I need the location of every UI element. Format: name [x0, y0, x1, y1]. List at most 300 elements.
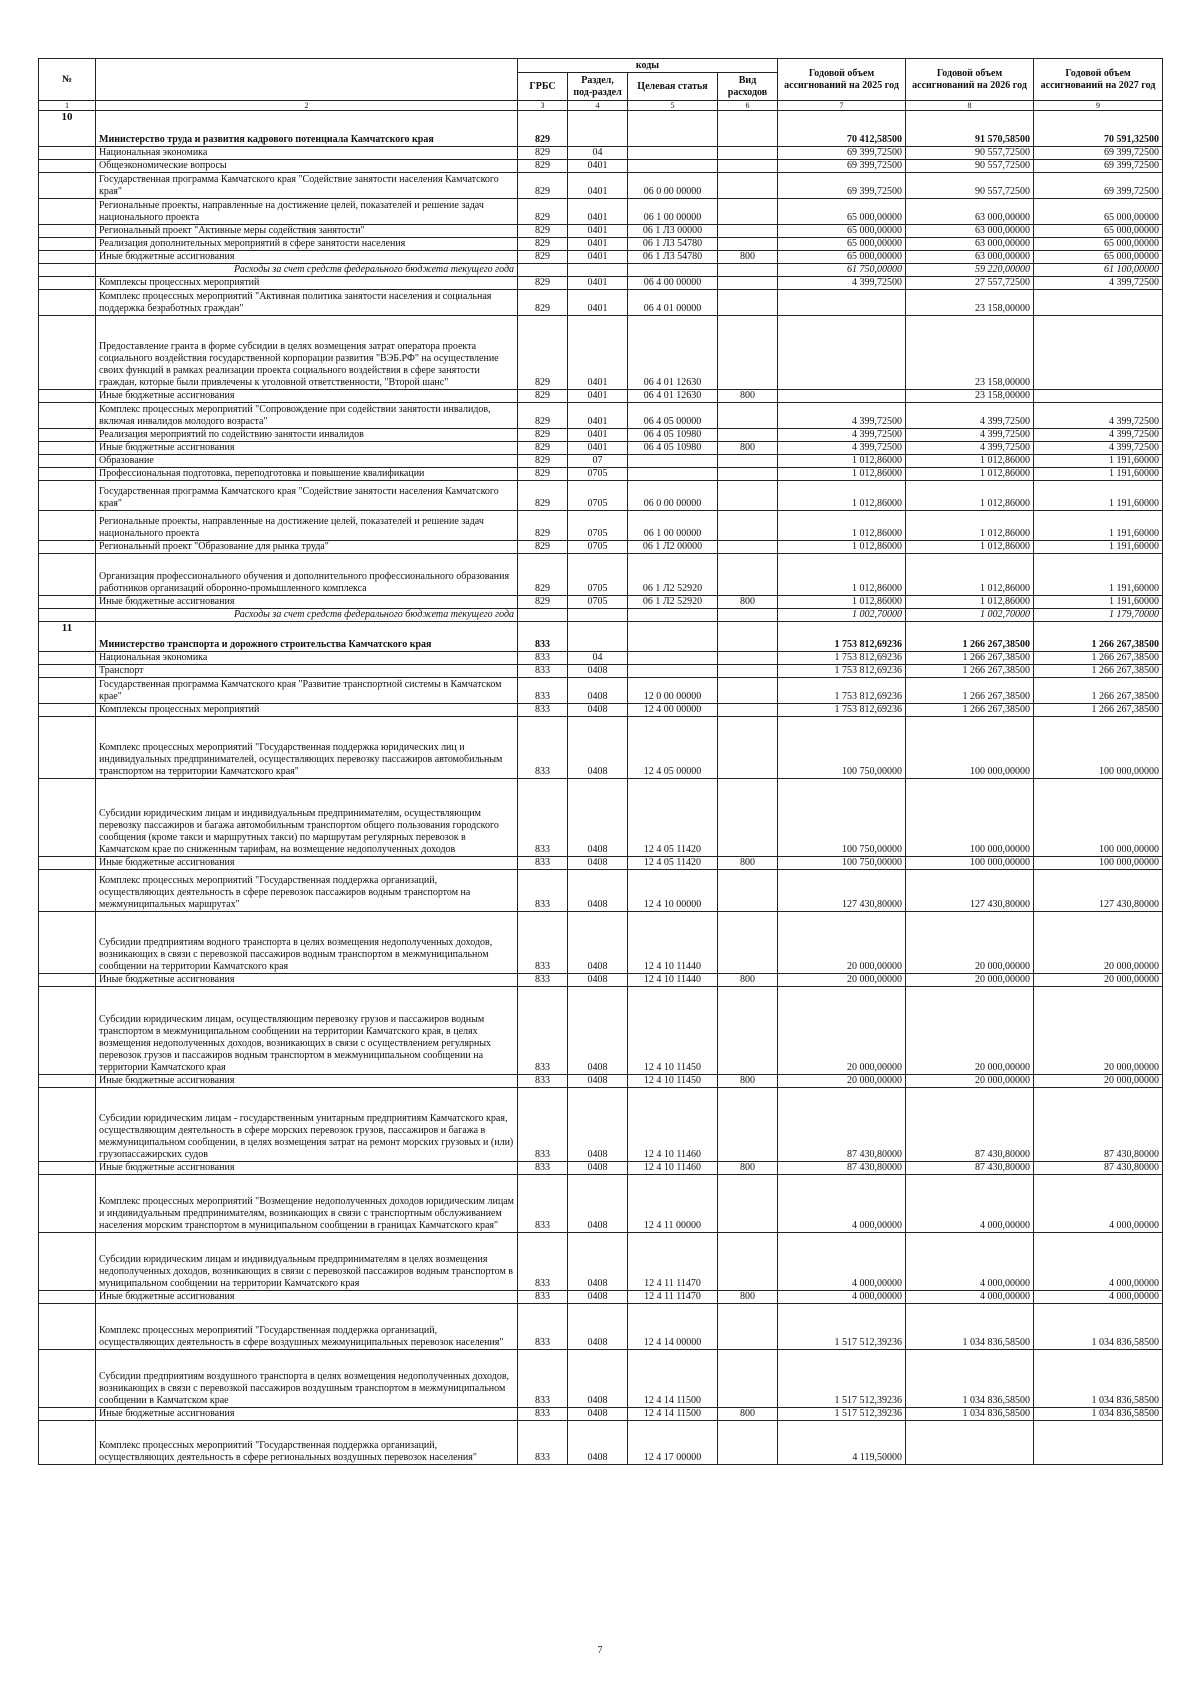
row-2025: 100 750,00000 — [778, 717, 906, 779]
row-name: Комплексы процессных мероприятий — [96, 277, 518, 290]
row-target — [628, 160, 718, 173]
row-section: 04 — [568, 147, 628, 160]
table-row — [39, 442, 1163, 455]
row-grbs: 833 — [518, 857, 568, 870]
row-section: 0408 — [568, 987, 628, 1075]
row-grbs: 829 — [518, 429, 568, 442]
row-target: 12 4 00 00000 — [628, 704, 718, 717]
row-2025: 1 753 812,69236 — [778, 652, 906, 665]
row-grbs: 829 — [518, 455, 568, 468]
row-grbs: 833 — [518, 1175, 568, 1233]
row-2026: 63 000,00000 — [906, 238, 1034, 251]
row-number — [39, 442, 96, 455]
row-2026: 63 000,00000 — [906, 199, 1034, 225]
row-vid — [718, 717, 778, 779]
row-grbs: 833 — [518, 1421, 568, 1465]
row-name: Региональные проекты, направленные на достижение целей, показателей и решение задач национального проекта — [96, 511, 518, 541]
row-vid — [718, 1233, 778, 1291]
row-section: 0408 — [568, 1162, 628, 1175]
row-grbs: 829 — [518, 238, 568, 251]
row-number — [39, 704, 96, 717]
row-2027: 1 191,60000 — [1034, 541, 1163, 554]
row-2027: 20 000,00000 — [1034, 1075, 1163, 1088]
row-2027: 69 399,72500 — [1034, 147, 1163, 160]
table-row — [39, 622, 1163, 652]
row-2025 — [778, 390, 906, 403]
row-name: Иные бюджетные ассигнования — [96, 442, 518, 455]
row-section: 0401 — [568, 316, 628, 390]
row-section: 0408 — [568, 1233, 628, 1291]
row-name: Комплексы процессных мероприятий — [96, 704, 518, 717]
row-2027: 4 000,00000 — [1034, 1233, 1163, 1291]
table-row — [39, 857, 1163, 870]
row-grbs: 833 — [518, 665, 568, 678]
row-number — [39, 160, 96, 173]
row-name: Субсидии юридическим лицам, осуществляющим перевозку грузов и пассажиров водным транспортом в межмуниципальном сообщении на территории Камчатского края, в целях возмещения недополученных доходов, возникающих в связи с осуществлением регулярных перевозок грузов и пассажиров водным транспортом в межмуниципальном сообщении на территории Камчатского края — [96, 987, 518, 1075]
row-2027: 70 591,32500 — [1034, 111, 1163, 147]
row-2026: 1 012,86000 — [906, 511, 1034, 541]
row-section: 0401 — [568, 199, 628, 225]
row-section: 0401 — [568, 251, 628, 264]
table-row — [39, 652, 1163, 665]
row-number — [39, 779, 96, 857]
table-row — [39, 1233, 1163, 1291]
row-2027: 1 034 836,58500 — [1034, 1350, 1163, 1408]
row-vid: 800 — [718, 596, 778, 609]
row-name: Субсидии юридическим лицам - государственным унитарным предприятиям Камчатского края, осуществляющим деятельность в сфере морских перевозок грузов, пассажиров и багажа в межмуниципальном сообщении, в целях возмещения затрат на ремонт морских грузовых и (или) грузопассажирских судов — [96, 1088, 518, 1162]
row-target — [628, 111, 718, 147]
row-name: Государственная программа Камчатского края "Содействие занятости населения Камчатского края" — [96, 173, 518, 199]
row-2027: 65 000,00000 — [1034, 225, 1163, 238]
row-number — [39, 1175, 96, 1233]
row-grbs: 829 — [518, 554, 568, 596]
row-grbs: 833 — [518, 779, 568, 857]
row-number — [39, 290, 96, 316]
row-number — [39, 429, 96, 442]
row-2025: 20 000,00000 — [778, 974, 906, 987]
row-name: Комплекс процессных мероприятий "Активная политика занятости населения и социальная поддержка безработных граждан" — [96, 290, 518, 316]
row-target: 06 1 Л3 54780 — [628, 238, 718, 251]
row-vid — [718, 403, 778, 429]
row-2025: 70 412,58500 — [778, 111, 906, 147]
table-row — [39, 403, 1163, 429]
budget-table — [38, 58, 1163, 1465]
row-section: 0401 — [568, 403, 628, 429]
row-target: 06 0 00 00000 — [628, 481, 718, 511]
row-2027: 87 430,80000 — [1034, 1088, 1163, 1162]
row-name: Предоставление гранта в форме субсидии в целях возмещения затрат оператора проекта социального воздействия государственной корпорации развития "ВЭБ.РФ" на осуществление своих функций в рамках реализации проекта социального воздействия в сфере занятости граждан, которые были привлечены к уголовной ответственности, "Второй шанс" — [96, 316, 518, 390]
row-section: 0408 — [568, 857, 628, 870]
row-vid — [718, 290, 778, 316]
col-vid-header: Вид расходов — [718, 73, 778, 101]
table-row — [39, 251, 1163, 264]
row-2025 — [778, 290, 906, 316]
row-name: Национальная экономика — [96, 652, 518, 665]
row-vid — [718, 678, 778, 704]
row-2025: 69 399,72500 — [778, 160, 906, 173]
row-grbs: 829 — [518, 251, 568, 264]
row-section: 0408 — [568, 1075, 628, 1088]
row-section: 0408 — [568, 1175, 628, 1233]
row-2027: 1 266 267,38500 — [1034, 665, 1163, 678]
row-section: 04 — [568, 652, 628, 665]
row-number — [39, 1075, 96, 1088]
row-section: 0401 — [568, 225, 628, 238]
row-vid — [718, 511, 778, 541]
row-target: 12 4 10 11450 — [628, 1075, 718, 1088]
row-2026: 127 430,80000 — [906, 870, 1034, 912]
row-target: 06 1 Л2 52920 — [628, 554, 718, 596]
table-row — [39, 1088, 1163, 1162]
row-vid — [718, 316, 778, 390]
row-target — [628, 147, 718, 160]
row-2025: 4 000,00000 — [778, 1291, 906, 1304]
row-2026: 100 000,00000 — [906, 779, 1034, 857]
row-section: 0408 — [568, 1421, 628, 1465]
row-grbs: 829 — [518, 199, 568, 225]
table-row — [39, 1075, 1163, 1088]
row-grbs: 829 — [518, 541, 568, 554]
row-grbs: 829 — [518, 468, 568, 481]
table-row — [39, 277, 1163, 290]
row-name: Субсидии предприятиям воздушного транспорта в целях возмещения недополученных доходов, возникающих в связи с перевозкой пассажиров воздушным транспортом в межмуниципальном сообщении в Камчатском крае — [96, 1350, 518, 1408]
row-2026: 23 158,00000 — [906, 390, 1034, 403]
row-name: Министерство труда и развития кадрового потенциала Камчатского края — [96, 111, 518, 147]
row-number — [39, 199, 96, 225]
row-name: Комплекс процессных мероприятий "Возмещение недополученных доходов юридическим лицам и индивидуальным предпринимателям, возникающих в связи с транспортным обслуживанием населения морским транспортом в муниципальном сообщении в границах Камчатского края" — [96, 1175, 518, 1233]
row-name: Комплекс процессных мероприятий "Государственная поддержка организаций, осуществляющих деятельность в сфере воздушных межмуниципальных перевозок населения" — [96, 1304, 518, 1350]
row-target — [628, 264, 718, 277]
row-number — [39, 277, 96, 290]
row-section: 0408 — [568, 665, 628, 678]
row-2025: 1 517 512,39236 — [778, 1350, 906, 1408]
row-number — [39, 390, 96, 403]
row-name: Иные бюджетные ассигнования — [96, 390, 518, 403]
row-grbs: 833 — [518, 652, 568, 665]
row-vid: 800 — [718, 390, 778, 403]
row-name: Реализация мероприятий по содействию занятости инвалидов — [96, 429, 518, 442]
row-vid — [718, 468, 778, 481]
row-grbs: 833 — [518, 1162, 568, 1175]
row-2027: 1 034 836,58500 — [1034, 1408, 1163, 1421]
table-row — [39, 238, 1163, 251]
row-number — [39, 717, 96, 779]
row-grbs: 833 — [518, 1233, 568, 1291]
row-grbs: 833 — [518, 1350, 568, 1408]
row-2027: 1 191,60000 — [1034, 468, 1163, 481]
row-vid — [718, 429, 778, 442]
row-2027: 65 000,00000 — [1034, 251, 1163, 264]
row-number — [39, 857, 96, 870]
row-2025: 4 000,00000 — [778, 1175, 906, 1233]
row-target — [628, 455, 718, 468]
row-target: 12 4 14 11500 — [628, 1350, 718, 1408]
row-name: Государственная программа Камчатского края "Содействие занятости населения Камчатского края" — [96, 481, 518, 511]
row-2027: 4 399,72500 — [1034, 429, 1163, 442]
row-2025: 100 750,00000 — [778, 857, 906, 870]
row-target: 12 4 05 00000 — [628, 717, 718, 779]
row-grbs: 829 — [518, 442, 568, 455]
row-number — [39, 225, 96, 238]
row-2025: 1 012,86000 — [778, 481, 906, 511]
row-target: 06 0 00 00000 — [628, 173, 718, 199]
row-target: 06 4 01 12630 — [628, 390, 718, 403]
row-2025: 1 012,86000 — [778, 554, 906, 596]
row-name: Региональные проекты, направленные на достижение целей, показателей и решение задач национального проекта — [96, 199, 518, 225]
row-vid — [718, 665, 778, 678]
row-grbs: 833 — [518, 912, 568, 974]
row-2025: 1 012,86000 — [778, 468, 906, 481]
row-section: 0408 — [568, 912, 628, 974]
row-number — [39, 1162, 96, 1175]
row-2025: 1 012,86000 — [778, 596, 906, 609]
row-section: 0401 — [568, 160, 628, 173]
row-2025: 1 002,70000 — [778, 609, 906, 622]
table-row — [39, 390, 1163, 403]
table-row — [39, 1421, 1163, 1465]
row-target: 12 4 17 00000 — [628, 1421, 718, 1465]
row-number — [39, 147, 96, 160]
row-name: Региональный проект "Образование для рынка труда" — [96, 541, 518, 554]
row-2025: 69 399,72500 — [778, 147, 906, 160]
row-vid: 800 — [718, 1291, 778, 1304]
row-target — [628, 622, 718, 652]
row-grbs: 833 — [518, 1088, 568, 1162]
row-section: 0401 — [568, 290, 628, 316]
table-row — [39, 111, 1163, 147]
row-target: 12 4 14 11500 — [628, 1408, 718, 1421]
row-vid — [718, 1088, 778, 1162]
row-2027: 127 430,80000 — [1034, 870, 1163, 912]
colnum: 6 — [718, 101, 778, 111]
row-grbs: 833 — [518, 1075, 568, 1088]
row-2026: 4 000,00000 — [906, 1291, 1034, 1304]
table-row — [39, 468, 1163, 481]
row-grbs: 829 — [518, 596, 568, 609]
row-2025: 4 399,72500 — [778, 429, 906, 442]
row-2026: 91 570,58500 — [906, 111, 1034, 147]
row-number — [39, 1421, 96, 1465]
row-number — [39, 609, 96, 622]
row-target: 06 1 00 00000 — [628, 199, 718, 225]
row-2026: 1 034 836,58500 — [906, 1408, 1034, 1421]
row-2026: 1 266 267,38500 — [906, 678, 1034, 704]
row-number — [39, 912, 96, 974]
row-2026: 1 012,86000 — [906, 468, 1034, 481]
row-name: Иные бюджетные ассигнования — [96, 1162, 518, 1175]
row-vid: 800 — [718, 1075, 778, 1088]
row-2026: 20 000,00000 — [906, 974, 1034, 987]
row-2025: 65 000,00000 — [778, 225, 906, 238]
row-target: 12 4 10 11440 — [628, 974, 718, 987]
table-row — [39, 1304, 1163, 1350]
row-name: Субсидии предприятиям водного транспорта в целях возмещения недополученных доходов, возникающих в связи с перевозкой пассажиров водным транспортом в межмуниципальном сообщении на территории Камчатского края — [96, 912, 518, 974]
table-row — [39, 160, 1163, 173]
col-section-header: Раздел, под-раздел — [568, 73, 628, 101]
row-number — [39, 264, 96, 277]
row-2026: 90 557,72500 — [906, 173, 1034, 199]
row-section: 0401 — [568, 277, 628, 290]
row-2025: 61 750,00000 — [778, 264, 906, 277]
row-vid — [718, 554, 778, 596]
row-section: 0408 — [568, 678, 628, 704]
row-2026: 1 002,70000 — [906, 609, 1034, 622]
row-2026: 1 266 267,38500 — [906, 704, 1034, 717]
row-section: 0705 — [568, 511, 628, 541]
row-number — [39, 238, 96, 251]
row-2025: 1 753 812,69236 — [778, 622, 906, 652]
row-vid — [718, 264, 778, 277]
row-number — [39, 251, 96, 264]
row-target: 12 4 10 11450 — [628, 987, 718, 1075]
row-number — [39, 678, 96, 704]
row-2025: 1 012,86000 — [778, 455, 906, 468]
row-2027: 1 191,60000 — [1034, 455, 1163, 468]
row-grbs: 833 — [518, 717, 568, 779]
table-header — [39, 59, 1163, 111]
row-section: 0408 — [568, 1408, 628, 1421]
row-2027: 100 000,00000 — [1034, 857, 1163, 870]
row-vid: 800 — [718, 1408, 778, 1421]
row-2027: 1 266 267,38500 — [1034, 704, 1163, 717]
row-grbs: 829 — [518, 147, 568, 160]
row-grbs: 833 — [518, 704, 568, 717]
row-2027 — [1034, 316, 1163, 390]
row-2027: 4 399,72500 — [1034, 442, 1163, 455]
row-target — [628, 609, 718, 622]
row-name: Реализация дополнительных мероприятий в сфере занятости населения — [96, 238, 518, 251]
table-row — [39, 1162, 1163, 1175]
row-number — [39, 541, 96, 554]
row-number — [39, 511, 96, 541]
row-2026: 1 034 836,58500 — [906, 1350, 1034, 1408]
row-2027: 4 399,72500 — [1034, 403, 1163, 429]
row-section: 0401 — [568, 442, 628, 455]
row-2027: 4 000,00000 — [1034, 1291, 1163, 1304]
row-section: 0408 — [568, 1291, 628, 1304]
row-2025: 65 000,00000 — [778, 238, 906, 251]
row-2026: 20 000,00000 — [906, 1075, 1034, 1088]
row-grbs: 829 — [518, 316, 568, 390]
row-2025: 65 000,00000 — [778, 251, 906, 264]
row-name: Иные бюджетные ассигнования — [96, 857, 518, 870]
row-name: Расходы за счет средств федерального бюджета текущего года — [96, 609, 518, 622]
table-row — [39, 704, 1163, 717]
row-target — [628, 665, 718, 678]
row-2025: 4 119,50000 — [778, 1421, 906, 1465]
budget-table-sheet — [38, 58, 1162, 1465]
table-row — [39, 1408, 1163, 1421]
row-section: 0408 — [568, 1088, 628, 1162]
row-target: 12 4 11 11470 — [628, 1233, 718, 1291]
row-number — [39, 1350, 96, 1408]
table-row — [39, 987, 1163, 1075]
row-section: 07 — [568, 455, 628, 468]
row-vid — [718, 111, 778, 147]
row-2027: 1 191,60000 — [1034, 554, 1163, 596]
row-number — [39, 468, 96, 481]
row-target: 12 4 05 11420 — [628, 779, 718, 857]
row-2026: 23 158,00000 — [906, 316, 1034, 390]
row-number — [39, 652, 96, 665]
row-2026: 4 000,00000 — [906, 1233, 1034, 1291]
row-2027: 1 266 267,38500 — [1034, 652, 1163, 665]
row-2026: 1 012,86000 — [906, 481, 1034, 511]
row-vid — [718, 870, 778, 912]
row-name: Министерство транспорта и дорожного строительства Камчатского края — [96, 622, 518, 652]
row-2025: 4 000,00000 — [778, 1233, 906, 1291]
row-vid: 800 — [718, 442, 778, 455]
row-2027: 1 266 267,38500 — [1034, 622, 1163, 652]
table-row — [39, 609, 1163, 622]
table-row — [39, 316, 1163, 390]
row-number: 10 — [39, 111, 96, 147]
row-target: 12 4 14 00000 — [628, 1304, 718, 1350]
row-target: 12 4 10 11460 — [628, 1088, 718, 1162]
row-2027: 20 000,00000 — [1034, 987, 1163, 1075]
row-name: Иные бюджетные ассигнования — [96, 1291, 518, 1304]
row-name: Государственная программа Камчатского края "Развитие транспортной системы в Камчатском крае" — [96, 678, 518, 704]
row-name: Субсидии юридическим лицам и индивидуальным предпринимателям, осуществляющим перевозку пассажиров и багажа автомобильным транспортом общего пользования городского сообщения (кроме такси и маршрутных такси) по маршрутам регулярных перевозок в Камчатском крае по сниженным тарифам, на возмещение недополученных доходов — [96, 779, 518, 857]
row-target: 06 4 05 10980 — [628, 429, 718, 442]
codes-header: коды — [518, 59, 778, 73]
row-name: Транспорт — [96, 665, 518, 678]
row-target: 06 1 Л3 54780 — [628, 251, 718, 264]
table-row — [39, 290, 1163, 316]
row-2026: 1 266 267,38500 — [906, 652, 1034, 665]
row-section — [568, 609, 628, 622]
row-2025: 20 000,00000 — [778, 912, 906, 974]
table-row — [39, 511, 1163, 541]
row-target: 06 4 01 12630 — [628, 316, 718, 390]
row-2025: 100 750,00000 — [778, 779, 906, 857]
row-vid — [718, 1304, 778, 1350]
row-number — [39, 316, 96, 390]
row-target: 06 1 Л3 00000 — [628, 225, 718, 238]
row-2027 — [1034, 1421, 1163, 1465]
row-2026: 63 000,00000 — [906, 251, 1034, 264]
row-name: Комплекс процессных мероприятий "Государственная поддержка юридических лиц и индивидуальных предпринимателей, осуществляющих перевозку пассажиров автомобильным транспортом на территории Камчатского края" — [96, 717, 518, 779]
row-section: 0705 — [568, 596, 628, 609]
row-grbs: 833 — [518, 1291, 568, 1304]
table-row — [39, 1350, 1163, 1408]
table-row — [39, 481, 1163, 511]
row-target: 12 4 10 00000 — [628, 870, 718, 912]
row-2027: 1 191,60000 — [1034, 481, 1163, 511]
row-grbs: 829 — [518, 290, 568, 316]
row-2027: 1 191,60000 — [1034, 511, 1163, 541]
row-name: Иные бюджетные ассигнования — [96, 596, 518, 609]
row-name: Иные бюджетные ассигнования — [96, 974, 518, 987]
table-row — [39, 429, 1163, 442]
column-number-row — [39, 101, 1163, 111]
row-2026: 90 557,72500 — [906, 160, 1034, 173]
row-target: 06 4 05 00000 — [628, 403, 718, 429]
table-row — [39, 717, 1163, 779]
row-2027: 1 191,60000 — [1034, 596, 1163, 609]
row-2027: 4 000,00000 — [1034, 1175, 1163, 1233]
row-2026: 59 220,00000 — [906, 264, 1034, 277]
row-section: 0408 — [568, 704, 628, 717]
colnum: 9 — [1034, 101, 1163, 111]
row-2025: 65 000,00000 — [778, 199, 906, 225]
row-grbs: 829 — [518, 403, 568, 429]
row-number — [39, 974, 96, 987]
table-row — [39, 665, 1163, 678]
table-row — [39, 147, 1163, 160]
table-row — [39, 678, 1163, 704]
table-row — [39, 779, 1163, 857]
